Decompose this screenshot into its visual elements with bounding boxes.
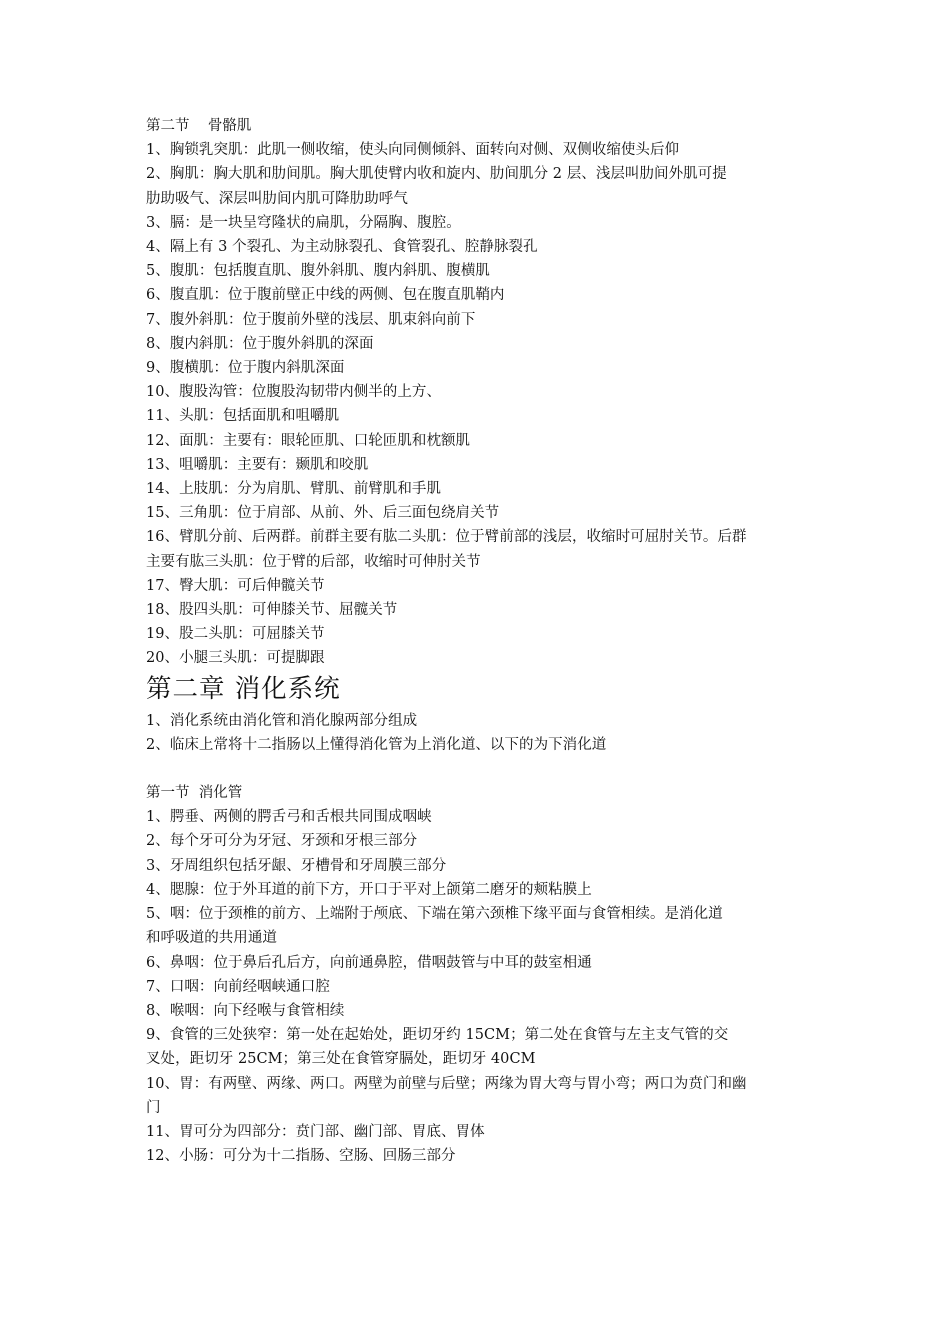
- list-item: 11、胃可分为四部分：贲门部、幽门部、胃底、胃体: [146, 1123, 485, 1140]
- section-title-digestive-tract: 第一节 消化管: [146, 785, 243, 802]
- list-item: 19、股二头肌：可屈膝关节: [146, 626, 325, 643]
- list-item: 5、咽：位于颈椎的前方、上端附于颅底、下端在第六颈椎下缘平面与食管相续。是消化道: [146, 906, 723, 923]
- list-item: 和呼吸道的共用通道: [146, 930, 277, 947]
- list-item: 11、头肌：包括面肌和咀嚼肌: [146, 408, 340, 425]
- list-item: 18、股四头肌：可伸膝关节、屈髋关节: [146, 602, 398, 619]
- list-item: 门: [146, 1099, 161, 1116]
- list-item: 8、腹内斜肌：位于腹外斜肌的深面: [146, 335, 374, 352]
- list-item: 9、腹横肌：位于腹内斜肌深面: [146, 360, 345, 377]
- list-item: 3、膈：是一块呈穹隆状的扁肌，分隔胸、腹腔。: [146, 214, 461, 231]
- list-item: 2、胸肌：胸大肌和肋间肌。胸大肌使臂内收和旋内、肋间肌分 2 层、浅层叫肋间外肌可提: [146, 166, 727, 183]
- blank-line: [146, 757, 816, 781]
- list-item: 13、咀嚼肌：主要有：颞肌和咬肌: [146, 456, 369, 473]
- list-item: 4、腮腺：位于外耳道的前下方，开口于平对上颌第二磨牙的颊粘膜上: [146, 881, 592, 898]
- list-item: 12、面肌：主要有：眼轮匝肌、口轮匝肌和枕额肌: [146, 432, 471, 449]
- list-item: 14、上肢肌：分为肩肌、臂肌、前臂肌和手肌: [146, 481, 441, 498]
- list-item: 4、隔上有 3 个裂孔、为主动脉裂孔、食管裂孔、腔静脉裂孔: [146, 239, 538, 256]
- section-title-skeletal-muscle: 第二节 骨骼肌: [146, 118, 252, 134]
- list-item: 16、臂肌分前、后两群。前群主要有肱二头肌：位于臂前部的浅层，收缩时可屈肘关节。后群: [146, 529, 747, 546]
- list-item: 12、小肠：可分为十二指肠、空肠、回肠三部分: [146, 1148, 456, 1165]
- list-item: 2、临床上常将十二指肠以上懂得消化管为上消化道、以下的为下消化道: [146, 736, 607, 753]
- list-item: 10、胃：有两壁、两缘、两口。两壁为前壁与后壁；两缘为胃大弯与胃小弯；两口为贲门和幽: [146, 1075, 747, 1092]
- list-item: 7、腹外斜肌：位于腹前外壁的浅层、肌束斜向前下: [146, 311, 476, 328]
- chapter-title-digestive-system: 第二章 消化系统: [146, 673, 341, 704]
- list-item: 10、腹股沟管：位腹股沟韧带内侧半的上方、: [146, 384, 441, 401]
- list-item: 15、三角肌：位于肩部、从前、外、后三面包绕肩关节: [146, 505, 500, 522]
- list-item: 9、食管的三处狭窄：第一处在起始处，距切牙约 15CM；第二处在食管与左主支气管的交: [146, 1027, 729, 1044]
- list-item: 叉处，距切牙 25CM；第三处在食管穿膈处，距切牙 40CM: [146, 1051, 536, 1068]
- list-item: 5、腹肌：包括腹直肌、腹外斜肌、腹内斜肌、腹横肌: [146, 263, 490, 280]
- list-item: 7、口咽：向前经咽峡通口腔: [146, 978, 330, 995]
- list-item: 6、鼻咽：位于鼻后孔后方，向前通鼻腔，借咽鼓管与中耳的鼓室相通: [146, 954, 592, 971]
- list-item: 20、小腿三头肌：可提脚跟: [146, 650, 325, 667]
- list-item: 主要有肱三头肌：位于臂的后部，收缩时可伸肘关节: [146, 553, 481, 570]
- list-item: 8、喉咽：向下经喉与食管相续: [146, 1002, 345, 1019]
- list-item: 肋助吸气、深层叫肋间内肌可降肋助呼气: [146, 190, 408, 207]
- document-page: [146, 114, 816, 1168]
- list-item: 1、胸锁乳突肌：此肌一侧收缩，使头向同侧倾斜、面转向对侧、双侧收缩使头后仰: [146, 142, 680, 159]
- list-item: 2、每个牙可分为牙冠、牙颈和牙根三部分: [146, 833, 418, 850]
- section-digestive-tract-list: [146, 805, 816, 1168]
- list-item: 6、腹直肌：位于腹前壁正中线的两侧、包在腹直肌鞘内: [146, 287, 505, 304]
- list-item: 17、臀大肌：可后伸髋关节: [146, 577, 325, 594]
- list-item: 3、牙周组织包括牙龈、牙槽骨和牙周膜三部分: [146, 857, 447, 874]
- list-item: 1、腭垂、两侧的腭舌弓和舌根共同围成咽峡: [146, 809, 432, 826]
- section-skeletal-muscle-list: [146, 138, 816, 670]
- list-item: 1、消化系统由消化管和消化腺两部分组成: [146, 712, 418, 729]
- chapter-digestive-intro-list: [146, 709, 816, 757]
